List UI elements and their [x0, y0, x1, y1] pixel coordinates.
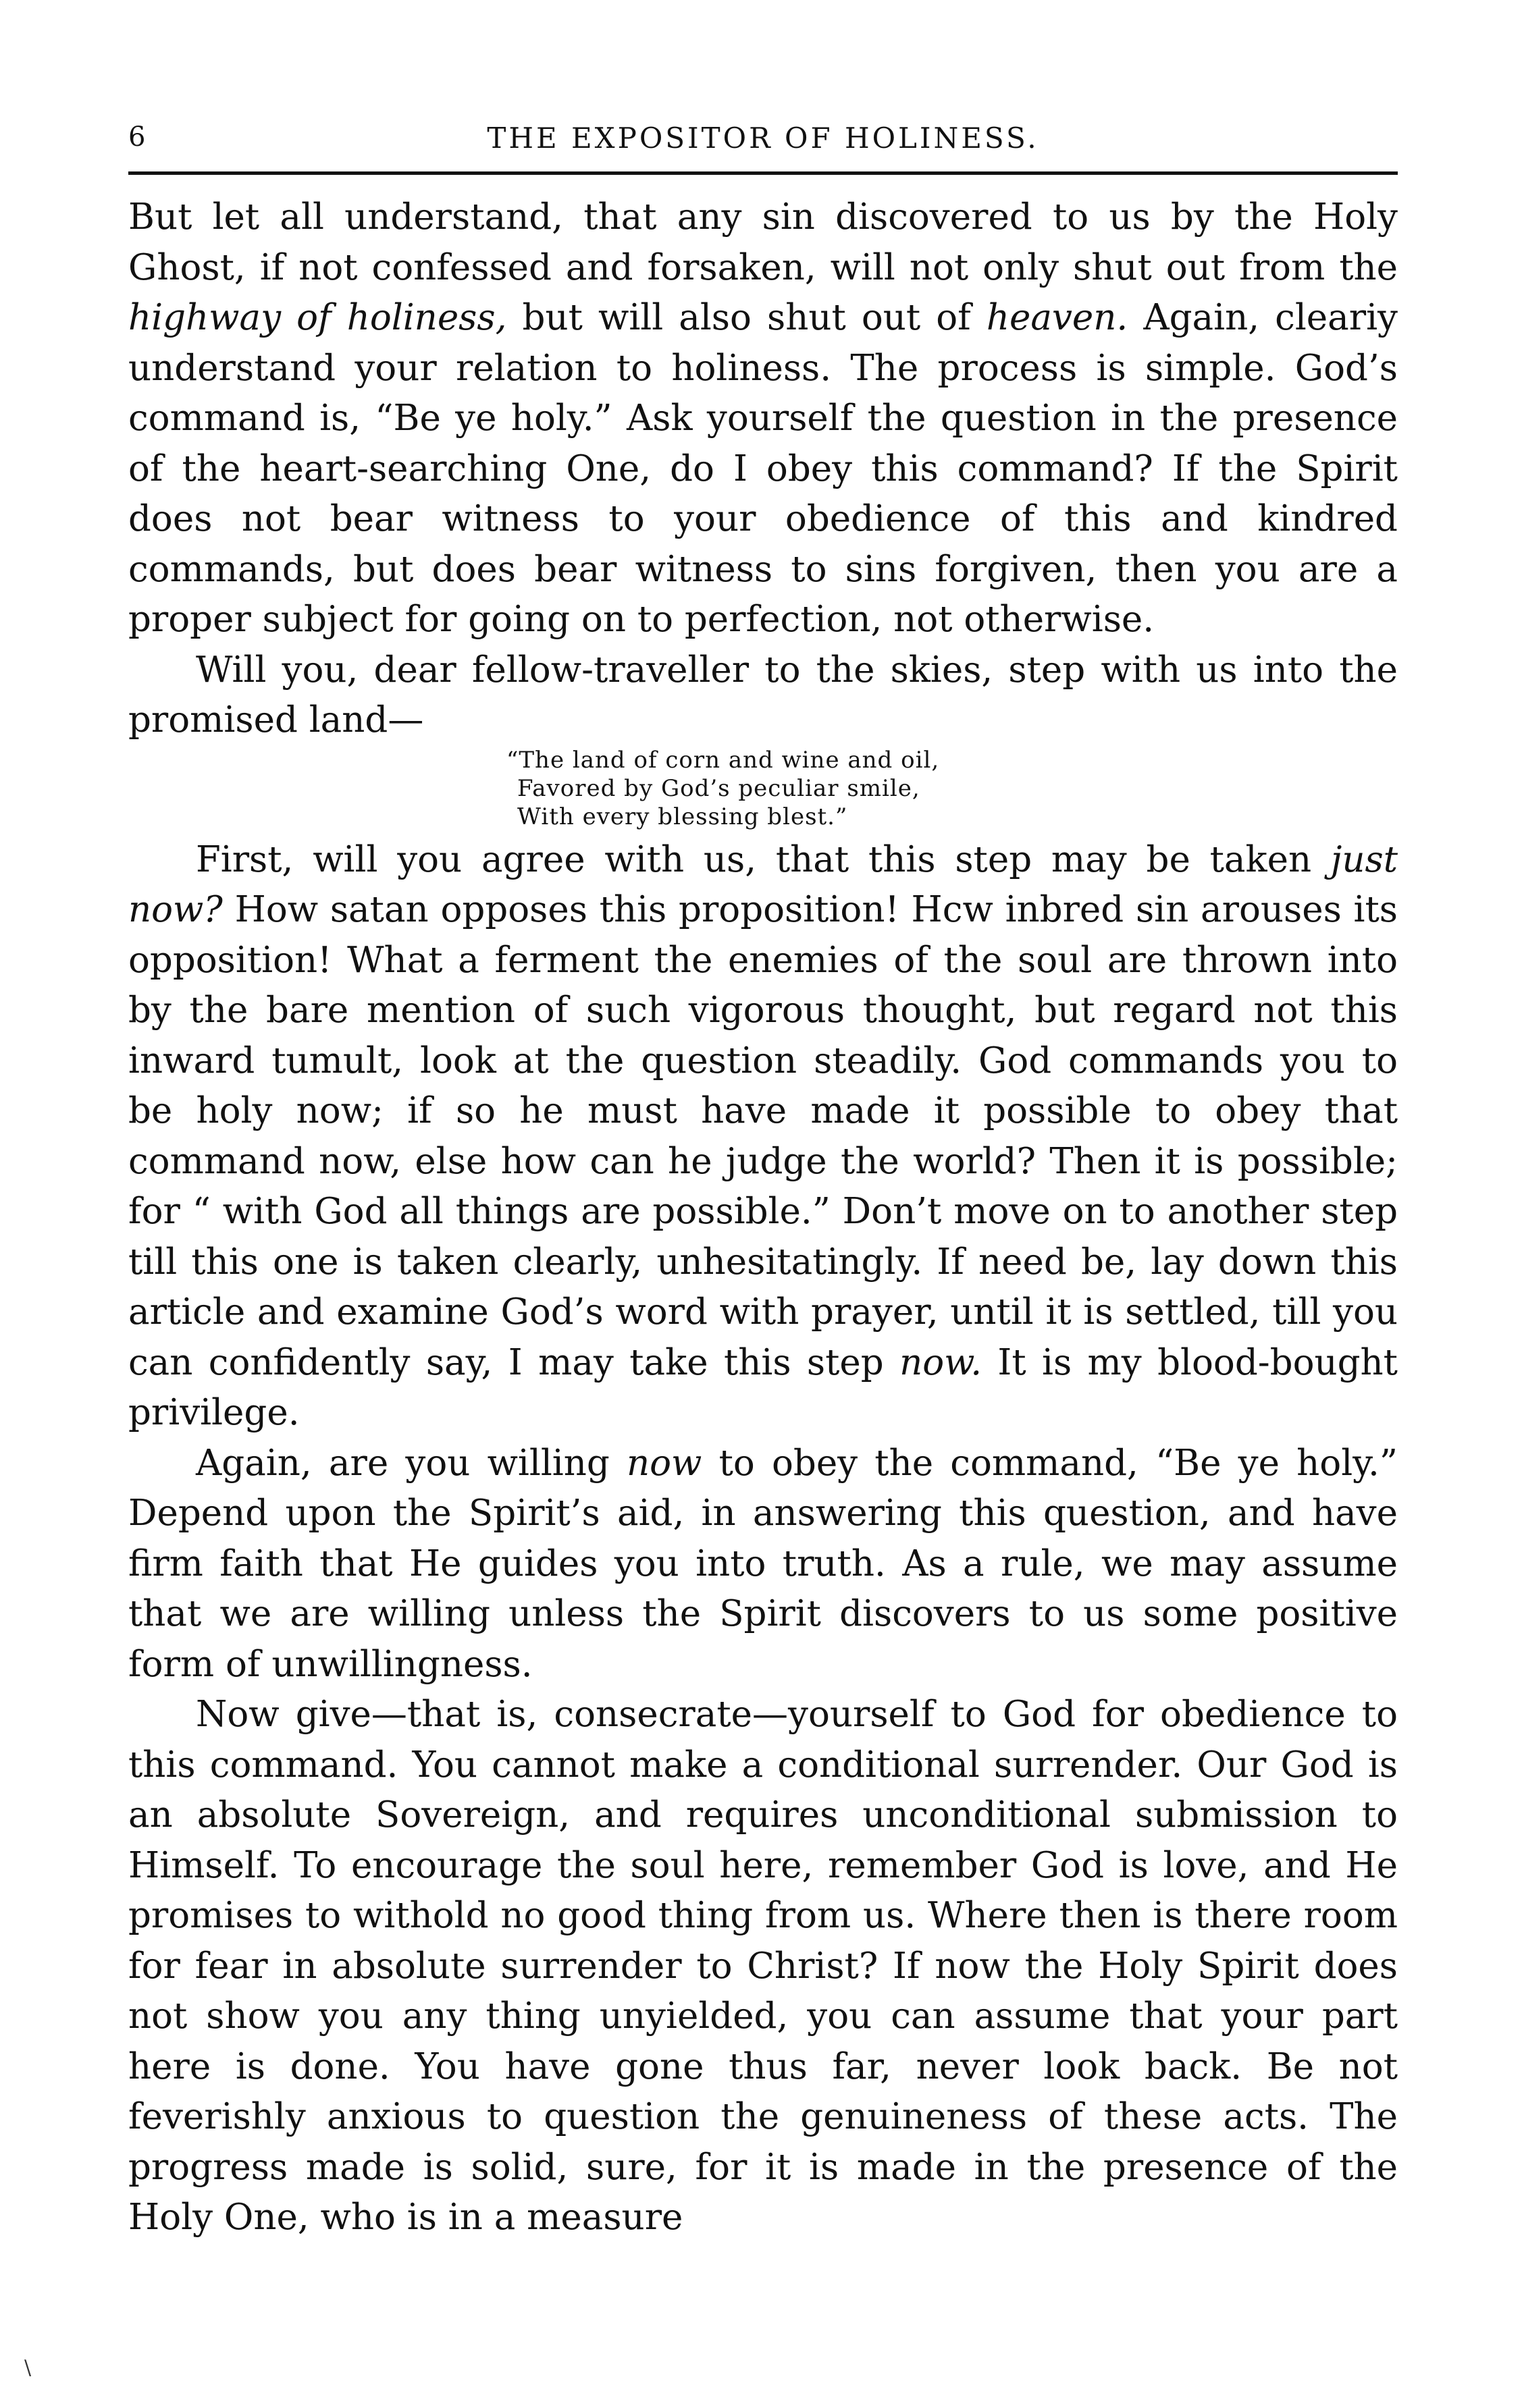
- page-number: 6: [128, 122, 147, 153]
- text-run: But let all understand, that any sin discovered to us by the Holy Ghost, if not confessed and forsaken, will not only shut out from the: [128, 196, 1398, 288]
- italic-phrase: highway of holiness,: [128, 297, 507, 338]
- paragraph-fellow-traveller: Will you, dear fellow-traveller to the skies, step with us into the promised land—: [128, 649, 1398, 741]
- page-header: [128, 115, 1398, 169]
- text-run: Again, are you willing: [196, 1442, 627, 1484]
- italic-phrase: heaven.: [986, 297, 1128, 338]
- paragraph-willing-now: [128, 1439, 1398, 1690]
- text-run: It is my blood-bought privilege.: [128, 1341, 1398, 1433]
- poem-line: Favored by God’s peculiar smile,: [517, 774, 920, 802]
- italic-phrase: just now?: [128, 838, 1398, 930]
- italic-phrase: now: [626, 1442, 702, 1484]
- paragraph-holy-ghost: [128, 192, 1398, 645]
- text-run: to obey the command, “Be ye holy.” Depend upon the Spirit’s aid, in answering this question, and have firm faith that He guides you into truth. As a rule, we may assume that we are willing unless the Spirit discovers to us some positive form of unwillingness.: [128, 1442, 1398, 1685]
- text-run: Again, cleariy understand your relation to holiness. The process is simple. God’s command is, “Be ye holy.” Ask yourself the question in the presence of the heart-searching One, do I obey this command? If the Spirit does not bear witness to your obedience of this and kindred commands, but does bear witness to sins forgiven, then you are a proper subject for going on to perfection, not otherwise.: [128, 297, 1398, 640]
- paragraph-just-now: [128, 835, 1398, 1439]
- poem-line: “The land of corn and wine and oil,: [506, 746, 940, 774]
- text-run: How satan opposes this proposition! Hcw inbred sin arouses its opposition! What a ferment the enemies of the soul are thrown into by the bare mention of such vigorous thought, but regard not this inward tumult, look at the question steadily. God commands you to be holy now; if so he must have made it possible to obey that command now, else how can he judge the world? Then it is possible; for “ with God all things are possible.” Don’t move on to another step till this one is taken clearly, unhesitatingly. If need be, lay down this article and examine God’s word with prayer, until it is settled, till you can confidently say, I may take this step: [128, 889, 1398, 1383]
- poem-quote: [506, 746, 1398, 831]
- header-rule: [128, 171, 1398, 175]
- page-body: [128, 192, 1398, 2243]
- paragraph-consecrate: Now give—that is, consecrate—yourself to God for obedience to this command. You cannot make a conditional surrender. Our God is an absolute Sovereign, and requires unconditional submission to Himself. To encourage the soul here, remember God is love, and He promises to withold no good thing from us. Where then is there room for fear in absolute surrender to Christ? If now the Holy Spirit does not show you any thing unyielded, you can assume that your part here is done. You have gone thus far, never look back. Be not feverishly anxious to question the genuineness of these acts. The progress made is solid, sure, for it is made in the presence of the Holy One, who is in a measure: [128, 1694, 1398, 2238]
- running-title: THE EXPOSITOR OF HOLINESS.: [487, 122, 1039, 155]
- italic-phrase: now.: [899, 1341, 982, 1383]
- text-run: but will also shut out of: [506, 297, 987, 338]
- margin-mark: \: [24, 2356, 32, 2380]
- poem-line: With every blessing blest.”: [517, 803, 848, 830]
- book-page: [128, 115, 1398, 2243]
- text-run: First, will you agree with us, that this step may be taken: [196, 838, 1331, 880]
